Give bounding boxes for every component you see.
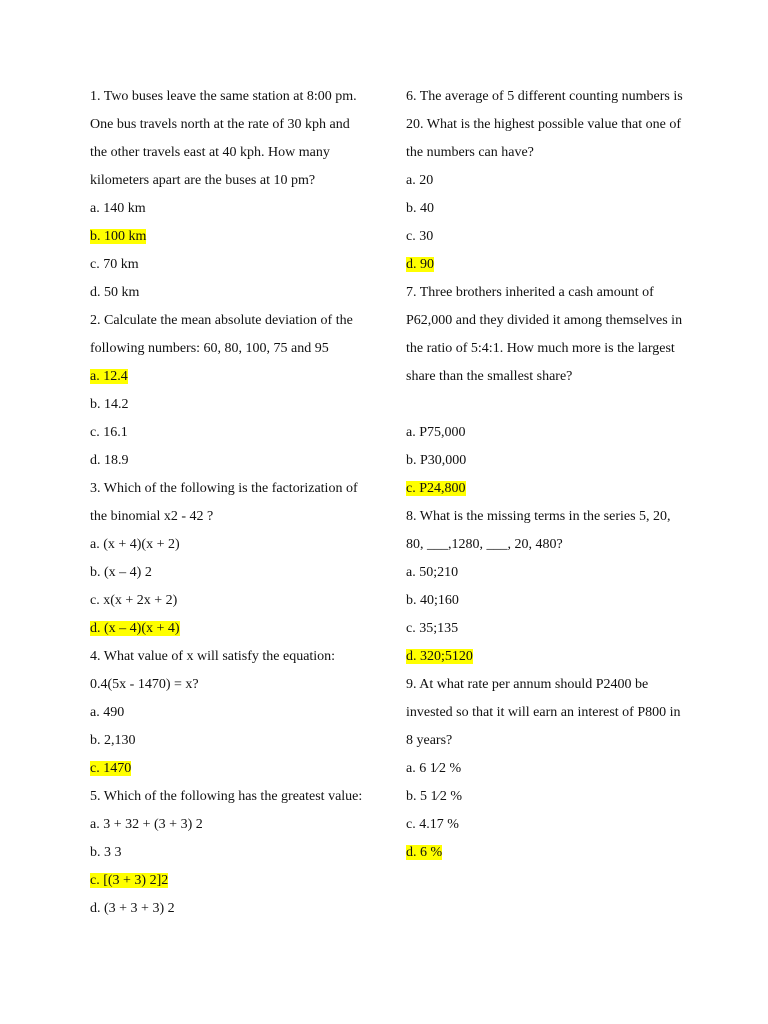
- line-text: the ratio of 5:4:1. How much more is the largest: [406, 341, 675, 356]
- text-line: [90, 508, 380, 526]
- line-text: a. 140 km: [90, 201, 146, 216]
- text-line: [406, 816, 691, 834]
- blank-line: [406, 396, 691, 414]
- line-text: the binomial x2 - 42 ?: [90, 509, 214, 524]
- line-text: b. 40;160: [406, 593, 459, 608]
- line-text: d. 18.9: [90, 453, 129, 468]
- text-line: [406, 88, 691, 106]
- line-text: 1. Two buses leave the same station at 8:00 pm.: [90, 89, 357, 104]
- line-text: b. 2,130: [90, 733, 136, 748]
- text-line: [90, 312, 380, 330]
- text-line: [90, 788, 380, 806]
- highlighted-answer-line: [90, 620, 380, 638]
- highlighted-answer-line: [90, 368, 380, 386]
- line-text: 6. The average of 5 different counting numbers is: [406, 89, 683, 104]
- text-line: [406, 620, 691, 638]
- line-text: following numbers: 60, 80, 100, 75 and 95: [90, 341, 329, 356]
- line-text: c. 30: [406, 229, 434, 244]
- text-line: [406, 368, 691, 386]
- line-text: share than the smallest share?: [406, 369, 573, 384]
- text-line: [90, 592, 380, 610]
- text-line: [90, 256, 380, 274]
- line-text: kilometers apart are the buses at 10 pm?: [90, 173, 316, 188]
- highlighted-answer-line: [90, 760, 380, 778]
- line-text: 20. What is the highest possible value that one of: [406, 117, 682, 132]
- text-line: [90, 732, 380, 750]
- correct-answer-text: c. [(3 + 3) 2]2: [90, 873, 169, 888]
- highlighted-answer-line: [406, 844, 691, 862]
- text-line: [406, 704, 691, 722]
- text-line: [406, 284, 691, 302]
- text-line: [406, 508, 691, 526]
- line-text: a. 20: [406, 173, 434, 188]
- line-text: 8. What is the missing terms in the series 5, 20,: [406, 509, 671, 524]
- text-line: [90, 200, 380, 218]
- line-text: 80, ___,1280, ___, 20, 480?: [406, 537, 563, 552]
- line-text: a. 50;210: [406, 565, 459, 580]
- text-line: [90, 88, 380, 106]
- line-text: b. (x – 4) 2: [90, 565, 152, 580]
- highlighted-answer-line: [406, 648, 691, 666]
- text-line: [406, 200, 691, 218]
- text-line: [90, 816, 380, 834]
- correct-answer-text: d. 6 %: [406, 845, 443, 860]
- line-text: the numbers can have?: [406, 145, 534, 160]
- text-line: [406, 732, 691, 750]
- text-line: [90, 564, 380, 582]
- text-line: [90, 340, 380, 358]
- text-line: [406, 144, 691, 162]
- text-line: [406, 564, 691, 582]
- text-line: [406, 424, 691, 442]
- line-text: 9. At what rate per annum should P2400 be: [406, 677, 649, 692]
- left-column: [90, 88, 380, 928]
- line-text: One bus travels north at the rate of 30 kph and: [90, 117, 350, 132]
- text-line: [406, 536, 691, 554]
- text-line: [406, 228, 691, 246]
- text-line: [90, 900, 380, 918]
- line-text: b. 5 1⁄2 %: [406, 789, 462, 804]
- line-text: 7. Three brothers inherited a cash amount of: [406, 285, 654, 300]
- text-line: [90, 144, 380, 162]
- line-text: b. 3 3: [90, 845, 122, 860]
- highlighted-answer-line: [90, 228, 380, 246]
- line-text: invested so that it will earn an interest of P800 in: [406, 705, 681, 720]
- text-line: [406, 452, 691, 470]
- line-text: c. 35;135: [406, 621, 459, 636]
- line-text: c. 16.1: [90, 425, 128, 440]
- line-text: 3. Which of the following is the factorization of: [90, 481, 358, 496]
- text-line: [406, 172, 691, 190]
- line-text: P62,000 and they divided it among themselves in: [406, 313, 683, 328]
- correct-answer-text: b. 100 km: [90, 229, 147, 244]
- correct-answer-text: c. P24,800: [406, 481, 466, 496]
- right-column: [406, 88, 691, 872]
- line-text: a. 6 1⁄2 %: [406, 761, 462, 776]
- text-line: [90, 172, 380, 190]
- text-line: [406, 592, 691, 610]
- text-line: [406, 116, 691, 134]
- text-line: [90, 676, 380, 694]
- line-text: b. 40: [406, 201, 434, 216]
- highlighted-answer-line: [406, 480, 691, 498]
- text-line: [90, 844, 380, 862]
- correct-answer-text: d. (x – 4)(x + 4): [90, 621, 180, 636]
- line-text: c. x(x + 2x + 2): [90, 593, 178, 608]
- text-line: [406, 312, 691, 330]
- highlighted-answer-line: [90, 872, 380, 890]
- line-text: b. 14.2: [90, 397, 129, 412]
- highlighted-answer-line: [406, 256, 691, 274]
- line-text: 5. Which of the following has the greatest value:: [90, 789, 363, 804]
- text-line: [406, 788, 691, 806]
- text-line: [90, 396, 380, 414]
- line-text: the other travels east at 40 kph. How many: [90, 145, 330, 160]
- line-text: a. (x + 4)(x + 2): [90, 537, 180, 552]
- text-line: [90, 284, 380, 302]
- text-line: [90, 480, 380, 498]
- line-text: a. 490: [90, 705, 125, 720]
- text-line: [406, 676, 691, 694]
- text-line: [90, 424, 380, 442]
- line-text: a. 3 + 32 + (3 + 3) 2: [90, 817, 203, 832]
- line-text: 4. What value of x will satisfy the equation:: [90, 649, 336, 664]
- line-text: 2. Calculate the mean absolute deviation of the: [90, 313, 353, 328]
- text-line: [90, 704, 380, 722]
- text-line: [90, 648, 380, 666]
- text-line: [90, 536, 380, 554]
- line-text: d. 50 km: [90, 285, 140, 300]
- line-text: a. P75,000: [406, 425, 466, 440]
- text-line: [90, 452, 380, 470]
- line-text: 8 years?: [406, 733, 453, 748]
- text-line: [90, 116, 380, 134]
- line-text: 0.4(5x - 1470) = x?: [90, 677, 199, 692]
- correct-answer-text: c. 1470: [90, 761, 132, 776]
- line-text: d. (3 + 3 + 3) 2: [90, 901, 175, 916]
- correct-answer-text: d. 320;5120: [406, 649, 473, 664]
- line-text: b. P30,000: [406, 453, 467, 468]
- text-line: [406, 340, 691, 358]
- text-line: [406, 760, 691, 778]
- line-text: c. 70 km: [90, 257, 139, 272]
- line-text: c. 4.17 %: [406, 817, 459, 832]
- correct-answer-text: d. 90: [406, 257, 434, 272]
- correct-answer-text: a. 12.4: [90, 369, 128, 384]
